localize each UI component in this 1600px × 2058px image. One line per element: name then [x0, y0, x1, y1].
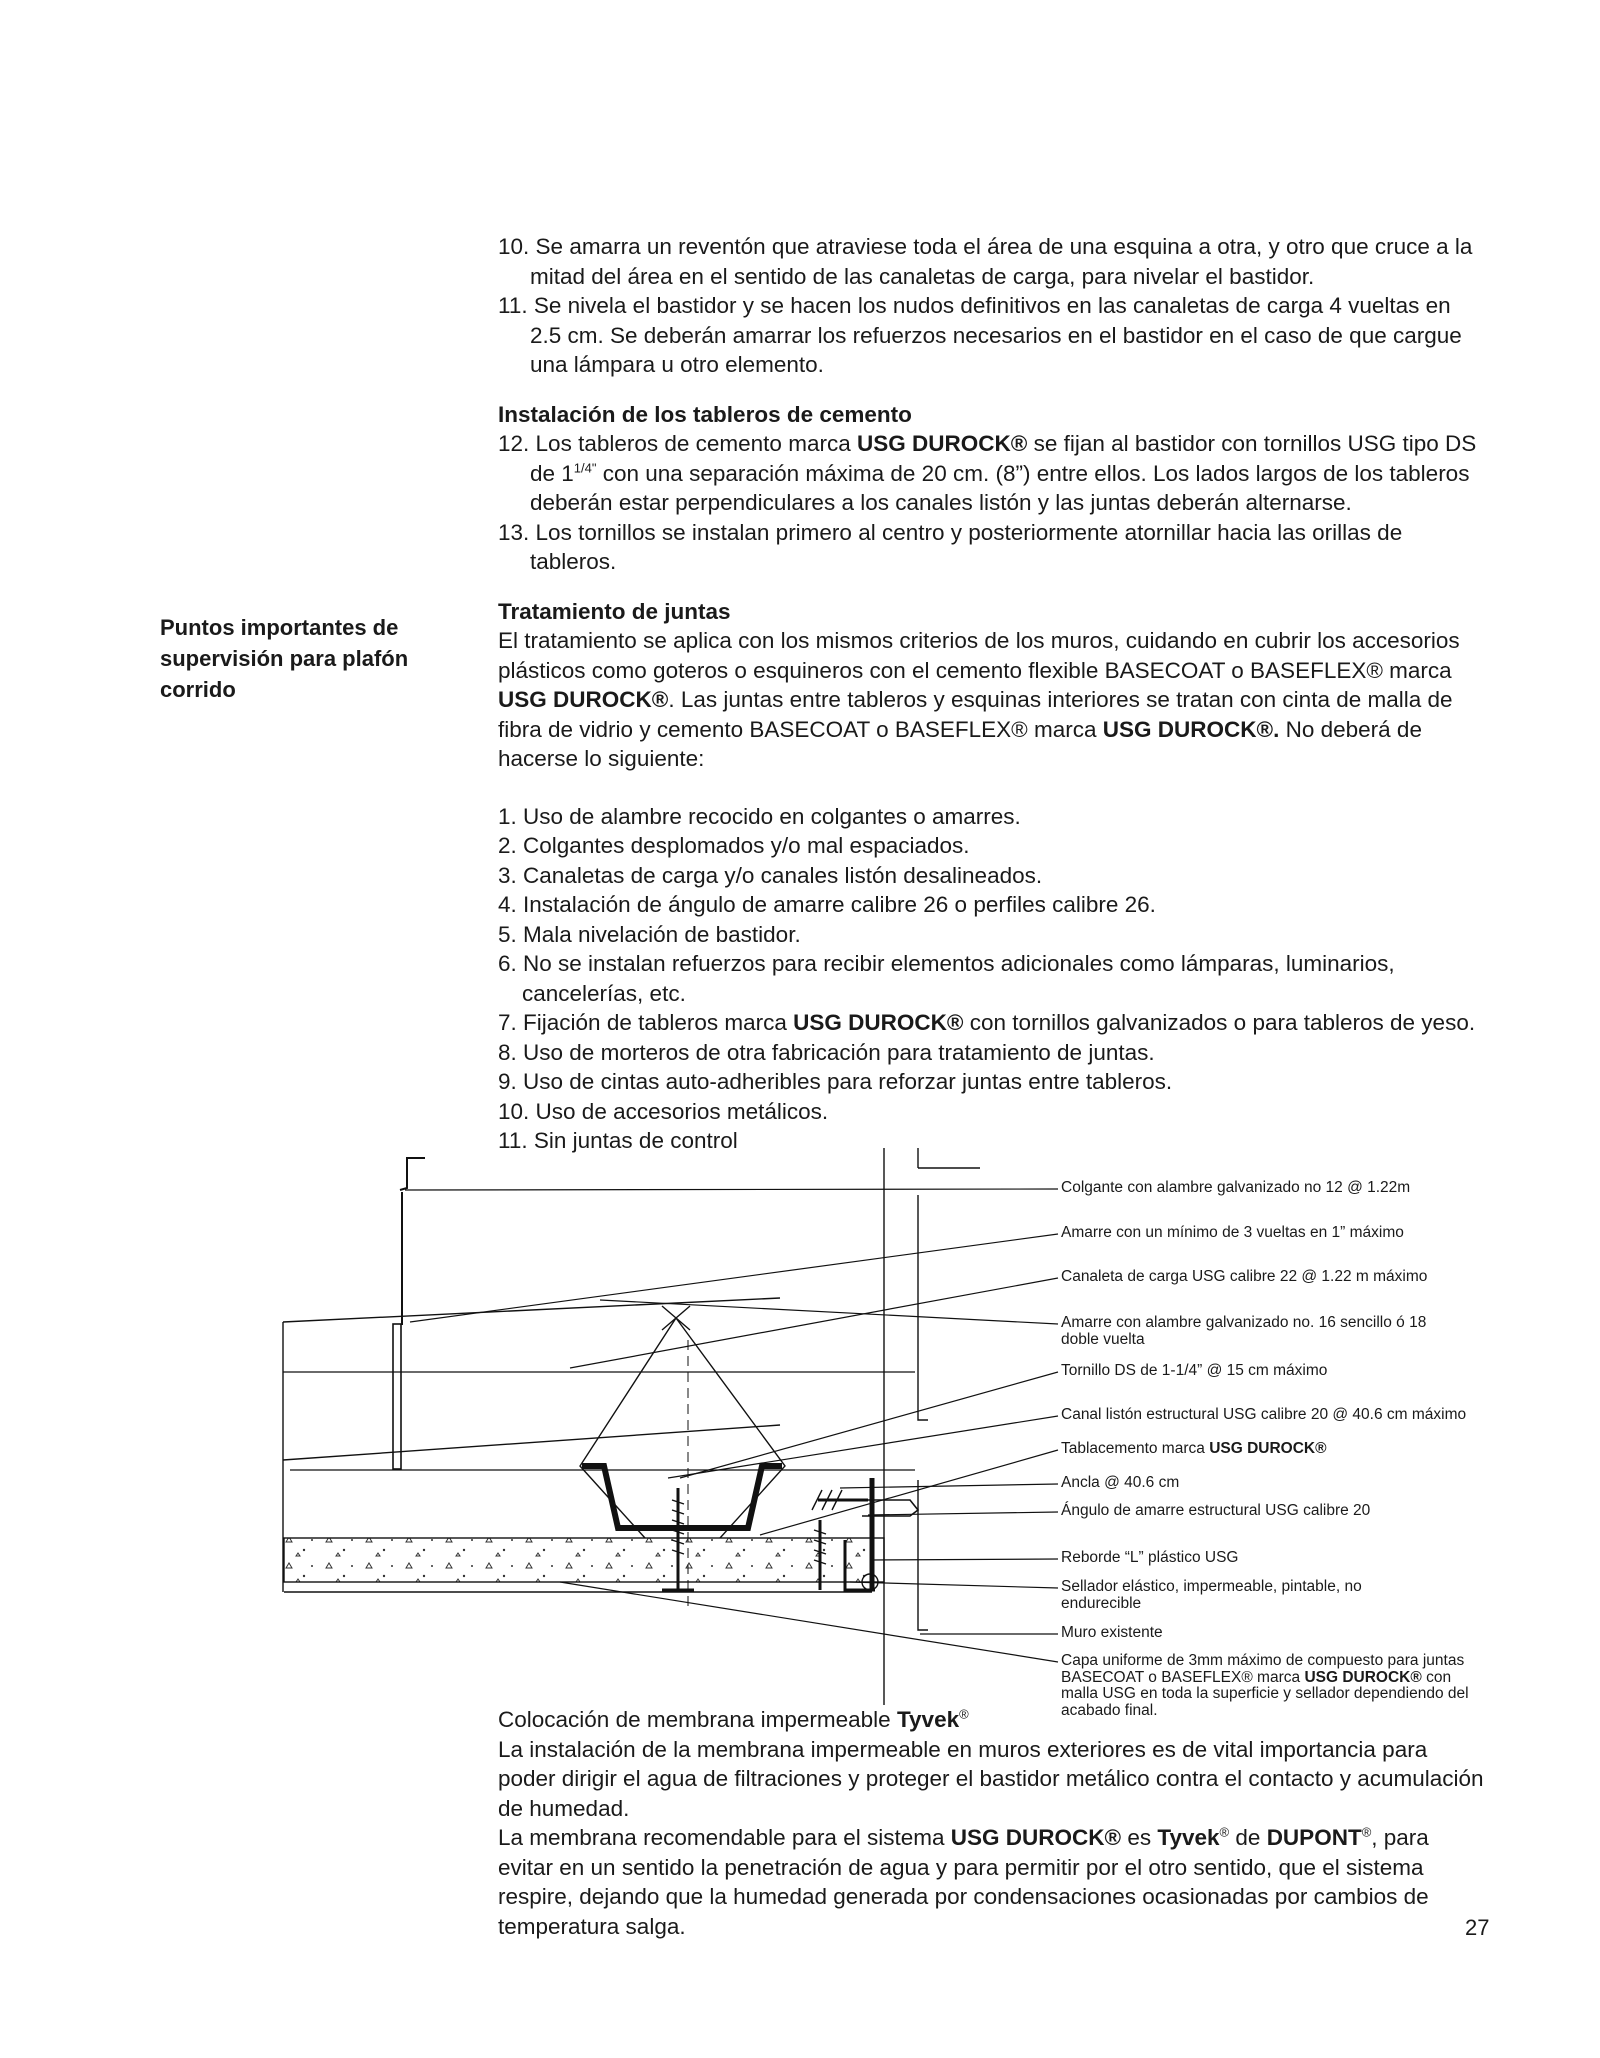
item-number: 9. — [498, 1069, 517, 1094]
callout-tie: Amarre con un mínimo de 3 vueltas en 1” máximo — [1061, 1224, 1404, 1241]
sidebar-heading: Puntos importantes de supervisión para plafón corrido — [160, 615, 409, 702]
section-heading-joints: Tratamiento de juntas — [498, 598, 731, 624]
item-number: 7. — [498, 1010, 517, 1035]
callout-load-channel: Canaleta de carga USG calibre 22 @ 1.22 m máximo — [1061, 1268, 1428, 1285]
item-text: Uso de accesorios metálicos. — [535, 1098, 829, 1124]
item-number: 3. — [498, 862, 517, 888]
callout-anchor: Ancla @ 40.6 cm — [1061, 1474, 1180, 1491]
item-number: 5. — [498, 921, 517, 947]
item-text: Mala nivelación de bastidor. — [523, 921, 801, 947]
callout-furring-channel: Canal listón estructural USG calibre 20 @ 40.6 cm máximo — [1061, 1406, 1467, 1423]
paragraph-text: de — [1235, 1825, 1261, 1850]
item-text: con tornillos galvanizados o para tableros de yeso. — [969, 1010, 1476, 1035]
brand-name: USG DUROCK® — [856, 431, 1028, 456]
item-text: Instalación de ángulo de amarre calibre 26 o perfiles calibre 26. — [523, 892, 1156, 917]
brand-name: USG DUROCK® — [793, 1010, 964, 1035]
callout-wall: Muro existente — [1061, 1624, 1163, 1641]
item-text: No se instalan refuerzos para recibir elementos adicionales como lámparas, luminarios, cancelerías, etc. — [522, 951, 1395, 1006]
registered-mark: ® — [1219, 1824, 1230, 1840]
item-number: 10. — [498, 1098, 530, 1124]
brand-name: Tyvek — [896, 1707, 960, 1732]
hanger-wire — [400, 1158, 425, 1190]
brand-name: Tyvek — [1157, 1825, 1220, 1850]
registered-mark: ® — [1361, 1824, 1372, 1840]
callout-screw: Tornillo DS de 1-1/4” @ 15 cm máximo — [1061, 1362, 1328, 1379]
item-number: 11. — [498, 1128, 528, 1153]
step-number: 12. — [498, 431, 530, 456]
callout-angle: Ángulo de amarre estructural USG calibre 20 — [1061, 1502, 1371, 1519]
step-text: Los tornillos se instalan primero al centro y posteriormente atornillar hacia las orillas de tableros. — [530, 519, 1403, 574]
paragraph-text: El tratamiento se aplica con los mismos criterios de los muros, cuidando en cubrir los accesorios plásticos como goteros o esquineros con el cemento flexible BASECOAT o BASEFLEX® marca — [498, 628, 1460, 683]
paragraph-text: es — [1127, 1825, 1152, 1850]
item-text: Sin juntas de control — [533, 1128, 738, 1153]
item-text: Uso de alambre recocido en colgantes o amarres. — [523, 803, 1021, 829]
existing-wall — [918, 1195, 928, 1420]
step-text: Los tableros de cemento marca — [535, 431, 851, 456]
load-channel — [283, 1298, 780, 1322]
item-text: Uso de cintas auto-adheribles para reforzar juntas entre tableros. — [523, 1069, 1173, 1094]
callout-hanger: Colgante con alambre galvanizado no 12 @ 1.22m — [1061, 1179, 1411, 1196]
paragraph-text: No deberá de hacerse lo siguiente: — [498, 716, 1422, 771]
page-number: 27 — [1465, 1915, 1490, 1940]
brand-name: USG DUROCK®. — [1102, 716, 1280, 742]
step-text: con una separación máxima de 20 cm. (8”) entre ellos. Los lados largos de los tableros deberán estar perpendiculares a los canales listón y las juntas deberán alternarse. — [530, 460, 1470, 515]
item-number: 6. — [498, 951, 517, 976]
section-heading-boards: Instalación de los tableros de cemento — [498, 401, 912, 427]
step-text: se fijan al bastidor con tornillos USG tipo DS de 1 — [530, 431, 1477, 486]
step-text: Se amarra un reventón que atraviese toda el área de una esquina a otra, y otro que cruce a la mitad del área en el sentido de las canaletas de carga, para nivelar el bastidor. — [530, 234, 1473, 289]
membrane-paragraph-2 — [498, 1823, 1488, 1941]
item-text: Canaletas de carga y/o canales listón desalineados. — [523, 862, 1043, 888]
paragraph-text: , para evitar en un sentido la penetración de agua y para permitir por el otro sentido, que el sistema respire, dejando que la humedad generada por condensaciones ocasionadas por cambios de temperatura salga. — [498, 1825, 1429, 1939]
item-text: Fijación de tableros marca — [523, 1010, 787, 1035]
step-text: Se nivela el bastidor y se hacen los nudos definitivos en las canaletas de carga 4 vueltas en 2.5 cm. Se deberán amarrar los refuerzos necesarios en el bastidor en el caso de que cargue una lámpara u otro elemento. — [530, 293, 1462, 377]
brand-name: USG DUROCK® — [950, 1825, 1122, 1850]
membrane-section — [498, 1705, 1488, 1941]
brand-name: DUPONT — [1266, 1825, 1362, 1850]
callout-text: con malla USG en toda la superficie y sellador dependiendo del acabado final. — [1061, 1668, 1469, 1719]
membrane-paragraph-1: La instalación de la membrana impermeable en muros exteriores es de vital importancia para poder dirigir el agua de filtraciones y proteger el bastidor metálico contra el contacto y acumulación de humedad. — [498, 1736, 1484, 1821]
step-number: 10. — [498, 234, 530, 259]
membrane-heading — [498, 1705, 1488, 1735]
paragraph-text: . Las juntas entre tableros y esquinas interiores se tratan con cinta de malla de fibra de vidrio y cemento BASECOAT o BASEFLEX® marca — [498, 687, 1453, 742]
cement-board — [284, 1538, 884, 1582]
callout-tie-wire: Amarre con alambre galvanizado no. 16 sencillo ó 18 doble vuelta — [1061, 1314, 1427, 1348]
heading-text: Colocación de membrana impermeable — [498, 1707, 891, 1732]
callout-sealant: Sellador elástico, impermeable, pintable, no endurecible — [1061, 1578, 1362, 1612]
fraction: 1/4" — [573, 460, 597, 475]
paragraph-text: La membrana recomendable para el sistema — [498, 1825, 945, 1850]
callout-text: Capa uniforme de 3mm máximo de compuesto para juntas BASECOAT o BASEFLEX® marca — [1061, 1652, 1465, 1686]
load-channel-clip — [393, 1324, 401, 1469]
item-number: 1. — [498, 803, 517, 829]
leader-lines — [405, 1189, 1058, 1662]
brand-name: USG DUROCK® — [1209, 1440, 1327, 1457]
step-number: 11. — [498, 293, 528, 318]
brand-name: USG DUROCK® — [498, 687, 669, 712]
item-text: Colgantes desplomados y/o mal espaciados. — [523, 833, 970, 858]
registered-mark: ® — [959, 1706, 969, 1722]
callout-text: Tablacemento marca — [1061, 1440, 1205, 1457]
item-number: 2. — [498, 833, 517, 858]
item-text: Uso de morteros de otra fabricación para tratamiento de juntas. — [523, 1039, 1155, 1065]
brand-name: USG DUROCK® — [1304, 1668, 1422, 1686]
callout-board — [1061, 1441, 1511, 1458]
item-number: 4. — [498, 892, 517, 917]
callout-l-trim: Reborde “L” plástico USG — [1061, 1549, 1239, 1566]
step-number: 13. — [498, 519, 530, 545]
item-number: 8. — [498, 1039, 517, 1065]
